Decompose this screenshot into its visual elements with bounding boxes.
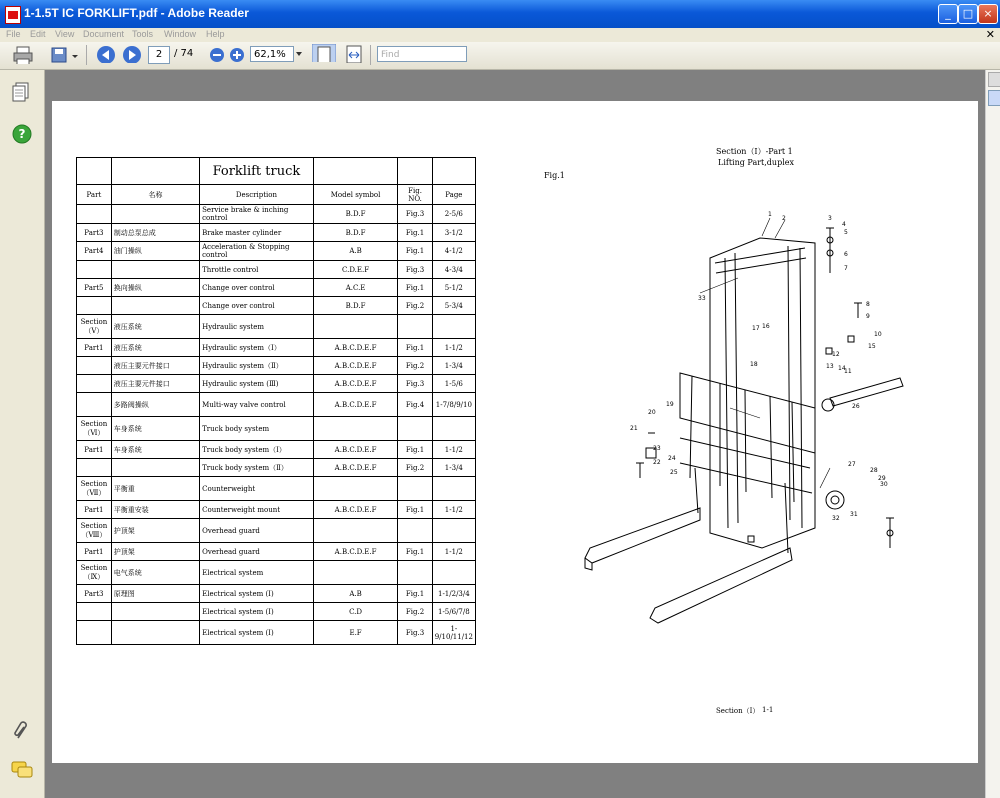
table-row	[77, 561, 476, 585]
table-row	[77, 477, 476, 501]
cell-name: 液压系统	[111, 339, 199, 357]
table-title: Forklift truck	[200, 158, 314, 185]
table-row	[77, 621, 476, 645]
cell-fig-no: Fig.1	[398, 279, 432, 297]
cell-page	[432, 561, 475, 585]
cell-page: 1-1/2	[432, 339, 475, 357]
cell-part: Section（Ⅸ）	[77, 561, 112, 585]
zoom-out-icon[interactable]	[208, 46, 226, 64]
close-button[interactable]: ×	[978, 4, 998, 24]
cell-part	[77, 297, 112, 315]
callout-27: 27	[848, 461, 856, 468]
callout-6: 6	[844, 251, 848, 258]
cell-model-symbol: A.B.C.D.E.F	[313, 339, 398, 357]
table-row	[77, 315, 476, 339]
callout-12: 12	[832, 351, 840, 358]
cell-name: 油门操纵	[111, 242, 199, 261]
cell-description: Overhead guard	[200, 543, 314, 561]
cell-name: 平衡重安装	[111, 501, 199, 519]
help-icon[interactable]	[12, 124, 32, 144]
table-row	[77, 357, 476, 375]
find-input[interactable]: Find	[377, 46, 467, 62]
cell-part	[77, 393, 112, 417]
figure-label: Fig.1	[544, 171, 565, 180]
cell-fig-no: Fig.1	[398, 501, 432, 519]
cell-page: 1-1/2	[432, 543, 475, 561]
callout-15: 15	[868, 343, 876, 350]
cell-name: 平衡重	[111, 477, 199, 501]
cell-description: Hydraulic system（Ⅱ）	[200, 357, 314, 375]
callout-26: 26	[852, 403, 860, 410]
cell-description: Overhead guard	[200, 519, 314, 543]
callout-18: 18	[750, 361, 758, 368]
cell-part: Part1	[77, 441, 112, 459]
table-row	[77, 297, 476, 315]
cell-model-symbol: A.B.C.D.E.F	[313, 357, 398, 375]
cell-model-symbol: A.B.C.D.E.F	[313, 501, 398, 519]
callout-29: 29	[878, 475, 886, 482]
cell-page	[432, 417, 475, 441]
cell-description: Hydraulic system（Ⅰ）	[200, 339, 314, 357]
cell-part: Part5	[77, 279, 112, 297]
cell-model-symbol: A.B.C.D.E.F	[313, 375, 398, 393]
callout-21: 21	[630, 425, 638, 432]
cell-fig-no: Fig.1	[398, 543, 432, 561]
cell-page: 1-5/6	[432, 375, 475, 393]
cell-fig-no: Fig.4	[398, 393, 432, 417]
cell-name: 换向操纵	[111, 279, 199, 297]
cell-description: Electrical system (I)	[200, 603, 314, 621]
cell-fig-no: Fig.3	[398, 205, 432, 224]
cell-page: 1-7/8/9/10	[432, 393, 475, 417]
callout-23: 23	[653, 445, 661, 452]
table-row	[77, 603, 476, 621]
cell-fig-no	[398, 417, 432, 441]
menu-document[interactable]: Document	[83, 29, 125, 39]
table-row	[77, 375, 476, 393]
table-row	[77, 585, 476, 603]
print-icon[interactable]	[12, 46, 36, 64]
zoom-in-icon[interactable]	[228, 46, 246, 64]
cell-description: Electrical system (I)	[200, 621, 314, 645]
cell-model-symbol: A.B.C.D.E.F	[313, 459, 398, 477]
cell-description: Counterweight mount	[200, 501, 314, 519]
forklift-exploded-diagram	[530, 108, 930, 628]
fit-width-icon[interactable]	[344, 45, 364, 63]
cell-fig-no	[398, 477, 432, 501]
navigation-pane	[0, 70, 45, 798]
cell-name: 原理图	[111, 585, 199, 603]
table-row	[77, 205, 476, 224]
callout-7: 7	[844, 265, 848, 272]
cell-part	[77, 603, 112, 621]
section-subheading: Lifting Part,duplex	[718, 158, 794, 167]
cell-fig-no: Fig.1	[398, 441, 432, 459]
cell-fig-no: Fig.1	[398, 585, 432, 603]
cell-page: 1-9/10/11/12	[432, 621, 475, 645]
title-bar	[0, 0, 1000, 28]
table-row	[77, 242, 476, 261]
callout-32: 32	[832, 515, 840, 522]
callout-16: 16	[762, 323, 770, 330]
save-icon[interactable]	[50, 46, 80, 64]
cell-fig-no	[398, 561, 432, 585]
table-row	[77, 393, 476, 417]
attachments-icon[interactable]	[12, 720, 32, 742]
parts-index-table	[76, 157, 476, 645]
window-title: 1-1.5T IC FORKLIFT.pdf - Adobe Reader	[24, 6, 249, 20]
cell-part	[77, 375, 112, 393]
table-row	[77, 224, 476, 242]
zoom-input[interactable]: 62,1%	[250, 46, 294, 62]
table-row	[77, 543, 476, 561]
header-part: Part	[77, 185, 112, 205]
cell-description: Electrical system	[200, 561, 314, 585]
svg-text:?: ?	[18, 127, 26, 141]
table-row	[77, 279, 476, 297]
section-heading: Section（Ⅰ）-Part 1	[716, 147, 793, 156]
cell-page: 1-5/6/7/8	[432, 603, 475, 621]
cell-model-symbol	[313, 519, 398, 543]
cell-name	[111, 603, 199, 621]
header-description: Description	[200, 185, 314, 205]
cell-name: 液压主要元件接口	[111, 375, 199, 393]
cell-page: 5-1/2	[432, 279, 475, 297]
cell-description: Truck body system（Ⅱ）	[200, 459, 314, 477]
callout-9: 9	[866, 313, 870, 320]
cell-name: 车身系统	[111, 417, 199, 441]
cell-name: 护顶架	[111, 543, 199, 561]
table-body	[77, 205, 476, 645]
cell-model-symbol: A.B.C.D.E.F	[313, 543, 398, 561]
toolbar-separator	[370, 45, 371, 65]
cell-model-symbol	[313, 477, 398, 501]
cell-model-symbol: B.D.F	[313, 297, 398, 315]
scroll-thumb[interactable]	[988, 90, 1000, 106]
close-document-icon[interactable]: ✕	[985, 29, 995, 41]
cell-page: 4-1/2	[432, 242, 475, 261]
cell-description: Acceleration & Stopping control	[200, 242, 314, 261]
footer-section: Section（Ⅰ）	[716, 707, 760, 715]
cell-fig-no: Fig.3	[398, 375, 432, 393]
cell-name	[111, 459, 199, 477]
cell-fig-no: Fig.2	[398, 459, 432, 477]
cell-page: 1-3/4	[432, 357, 475, 375]
cell-name: 车身系统	[111, 441, 199, 459]
table-row	[77, 261, 476, 279]
callout-30: 30	[880, 481, 888, 488]
table-row	[77, 501, 476, 519]
previous-page-icon[interactable]	[96, 45, 116, 63]
cell-model-symbol: A.B.C.D.E.F	[313, 393, 398, 417]
header-fig-no: Fig. NO.	[398, 185, 432, 205]
cell-name	[111, 261, 199, 279]
cell-name: 电气系统	[111, 561, 199, 585]
cell-model-symbol: B.D.F	[313, 224, 398, 242]
callout-28: 28	[870, 467, 878, 474]
cell-model-symbol	[313, 561, 398, 585]
cell-part: Part1	[77, 543, 112, 561]
cell-fig-no: Fig.1	[398, 224, 432, 242]
scroll-up-button[interactable]	[988, 72, 1000, 87]
callout-8: 8	[866, 301, 870, 308]
cell-part	[77, 357, 112, 375]
table-row	[77, 441, 476, 459]
cell-description: Truck body system	[200, 417, 314, 441]
cell-page: 5-3/4	[432, 297, 475, 315]
cell-part	[77, 459, 112, 477]
table-row	[77, 339, 476, 357]
cell-model-symbol	[313, 417, 398, 441]
cell-part: Section（Ⅷ）	[77, 519, 112, 543]
cell-part: Part1	[77, 501, 112, 519]
cell-page: 1-1/2	[432, 501, 475, 519]
callout-1: 1	[768, 211, 772, 218]
cell-fig-no: Fig.2	[398, 357, 432, 375]
callout-5: 5	[844, 229, 848, 236]
cell-name: 液压主要元件接口	[111, 357, 199, 375]
comments-icon[interactable]	[10, 760, 34, 780]
cell-part: Section（Ⅵ）	[77, 417, 112, 441]
header-name: 名称	[111, 185, 199, 205]
cell-model-symbol: A.B	[313, 585, 398, 603]
cell-fig-no	[398, 315, 432, 339]
cell-part: Section（V）	[77, 315, 112, 339]
callout-10: 10	[874, 331, 882, 338]
maximize-button[interactable]: □	[958, 4, 978, 24]
cell-model-symbol: C.D.E.F	[313, 261, 398, 279]
cell-model-symbol: E.F	[313, 621, 398, 645]
menu-tools[interactable]: Tools	[132, 29, 154, 39]
cell-description: Truck body system（Ⅰ）	[200, 441, 314, 459]
callout-14: 14	[838, 365, 846, 372]
table-row	[77, 519, 476, 543]
callout-19: 19	[666, 401, 674, 408]
callout-22: 22	[653, 459, 661, 466]
cell-page: 1-1/2/3/4	[432, 585, 475, 603]
cell-part: Part3	[77, 585, 112, 603]
callout-3: 3	[828, 215, 832, 222]
cell-model-symbol: B.D.F	[313, 205, 398, 224]
cell-part: Part3	[77, 224, 112, 242]
table-row	[77, 459, 476, 477]
cell-model-symbol: A.B.C.D.E.F	[313, 441, 398, 459]
callout-20: 20	[648, 409, 656, 416]
toolbar-separator	[86, 45, 87, 65]
menu-help[interactable]: Help	[206, 29, 225, 39]
cell-description: Brake master cylinder	[200, 224, 314, 242]
cell-fig-no: Fig.2	[398, 603, 432, 621]
cell-description: Throttle control	[200, 261, 314, 279]
callout-2: 2	[782, 215, 786, 222]
menu-window[interactable]: Window	[164, 29, 197, 39]
cell-fig-no: Fig.3	[398, 261, 432, 279]
next-page-icon[interactable]	[122, 45, 142, 63]
cell-fig-no: Fig.1	[398, 339, 432, 357]
cell-description: Change over control	[200, 279, 314, 297]
cell-model-symbol	[313, 315, 398, 339]
zoom-dropdown-icon[interactable]	[296, 50, 304, 68]
header-page: Page	[432, 185, 475, 205]
cell-page	[432, 477, 475, 501]
fit-page-icon[interactable]	[312, 44, 336, 62]
cell-description: Electrical system (I)	[200, 585, 314, 603]
cell-page: 1-3/4	[432, 459, 475, 477]
cell-name: 护顶架	[111, 519, 199, 543]
cell-name	[111, 205, 199, 224]
cell-part	[77, 261, 112, 279]
cell-model-symbol: C.D	[313, 603, 398, 621]
callout-25: 25	[670, 469, 678, 476]
cell-name	[111, 621, 199, 645]
cell-fig-no	[398, 519, 432, 543]
callout-11: 11	[844, 368, 852, 375]
cell-description: Hydraulic system	[200, 315, 314, 339]
page-count: / 74	[174, 48, 194, 59]
cell-model-symbol: A.B	[313, 242, 398, 261]
callout-33: 33	[698, 295, 706, 302]
callout-13: 13	[826, 363, 834, 370]
menu-edit[interactable]: Edit	[30, 29, 46, 39]
cell-part	[77, 621, 112, 645]
cell-description: Service brake & inching control	[200, 205, 314, 224]
cell-page: 1-1/2	[432, 441, 475, 459]
footer-page-number: 1-1	[762, 706, 774, 714]
cell-name: 液压系统	[111, 315, 199, 339]
cell-page	[432, 519, 475, 543]
cell-name: 多路阀操纵	[111, 393, 199, 417]
cell-model-symbol: A.C.E	[313, 279, 398, 297]
cell-page: 2-5/6	[432, 205, 475, 224]
cell-fig-no: Fig.2	[398, 297, 432, 315]
cell-part	[77, 205, 112, 224]
cell-page	[432, 315, 475, 339]
cell-name: 制动总泵总成	[111, 224, 199, 242]
cell-description: Multi-way valve control	[200, 393, 314, 417]
callout-4: 4	[842, 221, 846, 228]
cell-page: 4-3/4	[432, 261, 475, 279]
page-number-input[interactable]: 2	[148, 46, 170, 64]
header-model-symbol: Model symbol	[313, 185, 398, 205]
cell-fig-no: Fig.1	[398, 242, 432, 261]
callout-31: 31	[850, 511, 858, 518]
cell-part: Section（Ⅶ）	[77, 477, 112, 501]
table-row	[77, 417, 476, 441]
menu-view[interactable]: View	[55, 29, 75, 39]
cell-part: Part4	[77, 242, 112, 261]
minimize-button[interactable]: _	[938, 4, 958, 24]
callout-17: 17	[752, 325, 760, 332]
cell-page: 3-1/2	[432, 224, 475, 242]
cell-description: Change over control	[200, 297, 314, 315]
cell-fig-no: Fig.3	[398, 621, 432, 645]
callout-24: 24	[668, 455, 676, 462]
pdf-file-icon	[5, 6, 21, 24]
cell-part: Part1	[77, 339, 112, 357]
cell-description: Hydraulic system (Ⅲ)	[200, 375, 314, 393]
vertical-scrollbar[interactable]	[985, 70, 1000, 798]
menu-file[interactable]: File	[6, 29, 21, 39]
menu-bar	[0, 28, 1000, 42]
pages-panel-icon[interactable]	[12, 82, 30, 102]
cell-description: Counterweight	[200, 477, 314, 501]
cell-name	[111, 297, 199, 315]
